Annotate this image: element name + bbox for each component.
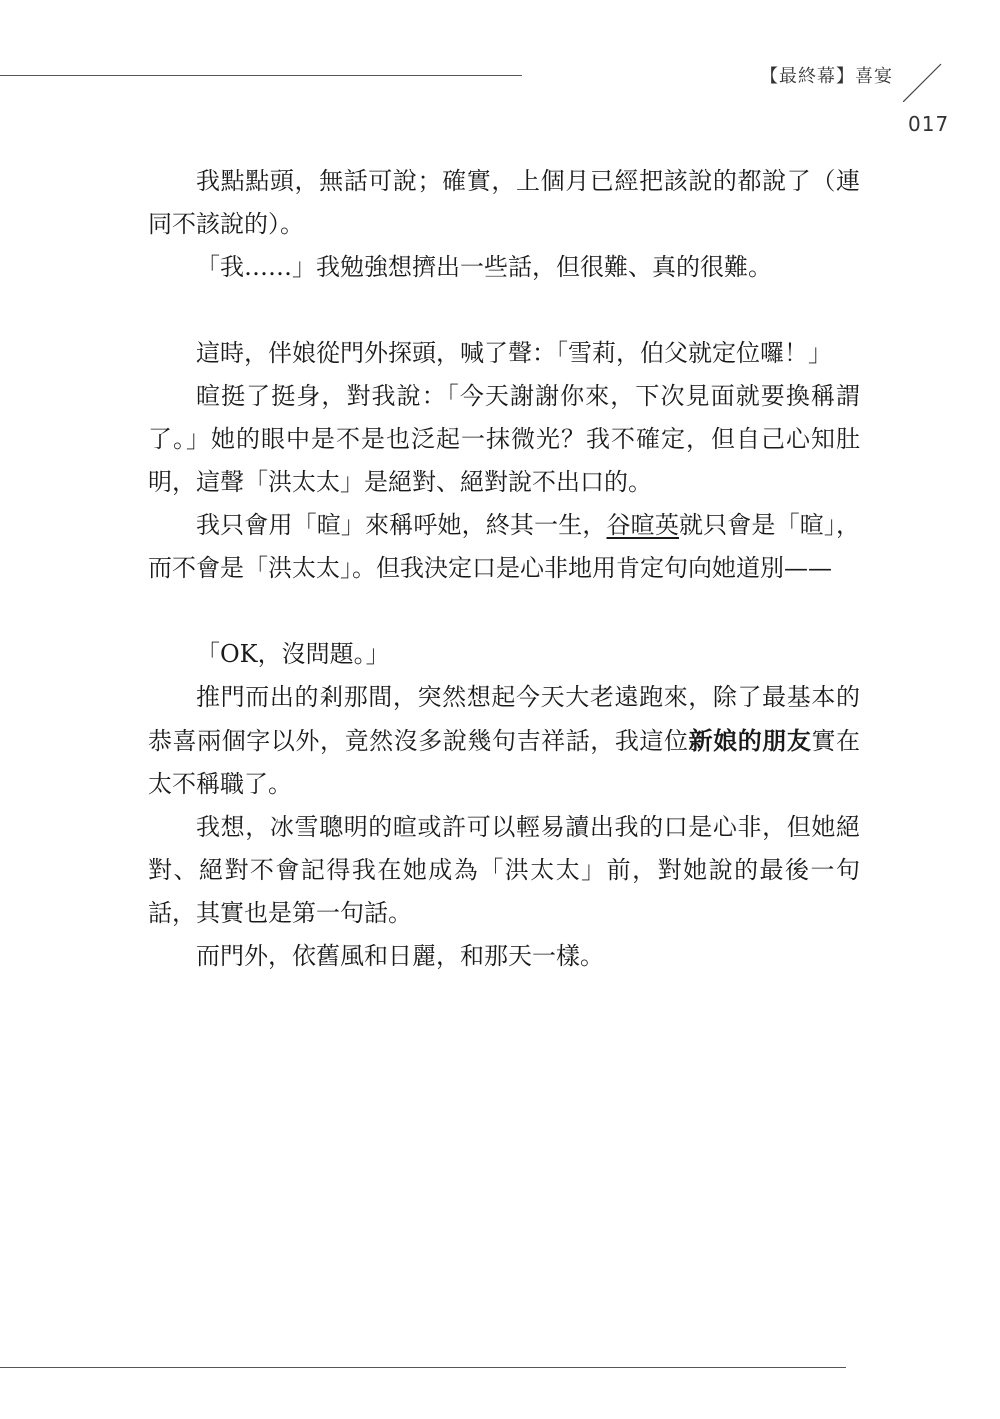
- paragraph-8: 我想，冰雪聰明的暄或許可以輕易讀出我的口是心非，但她絕對、絕對不會記得我在她成為「洪太太」前，對她說的最後一句話，其實也是第一句話。: [148, 813, 860, 927]
- paragraph-6: 「OK，沒問題。」: [196, 640, 390, 668]
- body-text: [148, 160, 860, 978]
- paragraph-1: 我點點頭，無話可說；確實，上個月已經把該說的都說了（連同不該說的）。: [148, 167, 860, 238]
- chapter-title: 【最終幕】喜宴: [760, 66, 893, 87]
- page-number: 017: [908, 112, 950, 136]
- paragraph-3: 這時，伴娘從門外探頭，喊了聲：「雪莉，伯父就定位囉！」: [196, 339, 832, 367]
- bold-phrase: 新娘的朋友: [688, 726, 812, 755]
- footer-rule: [0, 1367, 846, 1368]
- paragraph-4: 暄挺了挺身，對我說：「今天謝謝你來，下次見面就要換稱謂了。」她的眼中是不是也泛起一抹微光？我不確定，但自己心知肚明，這聲「洪太太」是絕對、絕對說不出口的。: [148, 382, 860, 496]
- underlined-name: 谷暄英: [606, 511, 679, 539]
- header-rule: [0, 75, 522, 76]
- paragraph-9: 而門外，依舊風和日麗，和那天一樣。: [196, 942, 604, 970]
- paragraph-2: 「我……」我勉強想擠出一些話，但很難、真的很難。: [196, 253, 772, 281]
- paragraph-7: 推門而出的剎那間，突然想起今天大老遠跑來，除了最基本的恭喜兩個字以外，竟然沒多說幾句吉祥話，我這位新娘的朋友實在太不稱職了。: [148, 683, 861, 798]
- paragraph-5: 我只會用「暄」來稱呼她，終其一生，谷暄英就只會是「暄」，而不會是「洪太太」。但我決定口是心非地用肯定句向她道別——: [148, 511, 861, 582]
- header-slash: [903, 62, 943, 102]
